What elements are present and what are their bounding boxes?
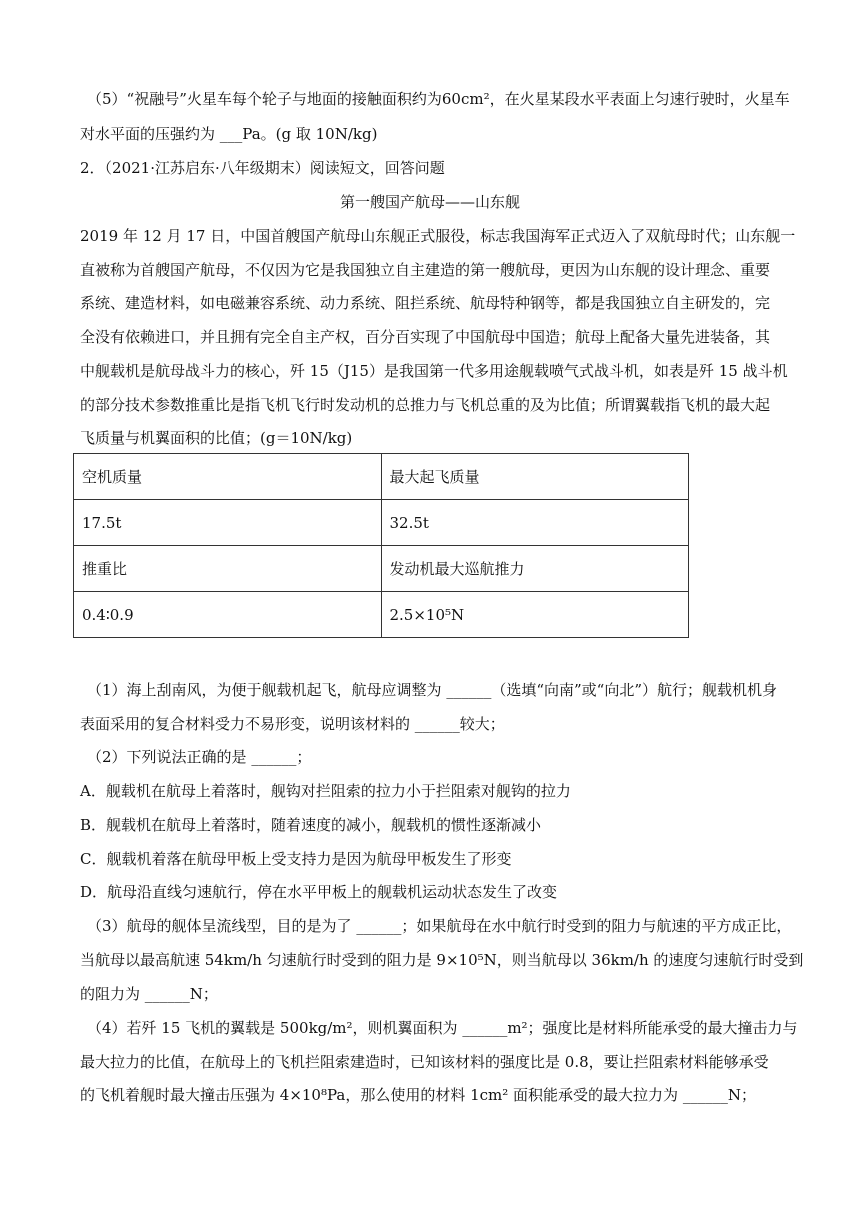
sub-question-2: （2）下列说法正确的是 ______； xyxy=(87,748,312,766)
paragraph-line: 中舰载机是航母战斗力的核心，歼 15（J15）是我国第一代多用途舰载喷气式战斗机，如表是歼 15 战斗机 xyxy=(80,362,788,380)
table-cell: 32.5t xyxy=(381,500,689,546)
question-2-header: 2．（2021·江苏启东·八年级期末）阅读短文，回答问题 xyxy=(80,159,445,177)
paragraph-line: 2019 年 12 月 17 日，中国首艘国产航母山东舰正式服役，标志我国海军正式迈入了双航母时代；山东舰一 xyxy=(80,227,796,245)
sub4-line: 的飞机着舰时最大撞击压强为 4×10⁸Pa，那么使用的材料 1cm² 面积能承受的最大拉力为 ______N； xyxy=(80,1086,756,1104)
sub3-line: （3）航母的舰体呈流线型，目的是为了 ______；如果航母在水中航行时受到的阻力与航速的平方成正比， xyxy=(87,917,792,935)
paragraph-line: 的部分技术参数推重比是指飞机飞行时发动机的总推力与飞机总重的及为比值；所谓翼载指飞机的最大起 xyxy=(80,396,771,414)
table-cell: 17.5t xyxy=(74,500,382,546)
option-d: D．航母沿直线匀速航行，停在水平甲板上的舰载机运动状态发生了改变 xyxy=(80,883,558,901)
article-title: 第一艘国产航母——山东舰 xyxy=(339,193,520,211)
paragraph-line: 直被称为首艘国产航母，不仅因为它是我国独立自主建造的第一艘航母，更因为山东舰的设计理念、重要 xyxy=(80,261,771,279)
table-row xyxy=(74,454,689,500)
table-cell: 2.5×10⁵N xyxy=(381,592,689,638)
table-cell: 发动机最大巡航推力 xyxy=(381,546,689,592)
table-row xyxy=(74,592,689,638)
table-row xyxy=(74,546,689,592)
sub3-line: 当航母以最高航速 54km/h 匀速航行时受到的阻力是 9×10⁵N，则当航母以 36km/h 的速度匀速航行时受到 xyxy=(80,951,804,969)
sub4-line: 最大拉力的比值，在航母上的飞机拦阻索建造时，已知该材料的强度比是 0.8，要让拦阻索材料能够承受 xyxy=(80,1053,769,1071)
q5-line-1: （5）“祝融号”火星车每个轮子与地面的接触面积约为60cm²，在火星某段水平表面上匀速行驶时，火星车 xyxy=(87,90,790,108)
table-cell: 最大起飞质量 xyxy=(381,454,689,500)
table-row xyxy=(74,500,689,546)
table-cell: 推重比 xyxy=(74,546,382,592)
sub1-line: （1）海上刮南风，为便于舰载机起飞，航母应调整为 ______（选填“向南”或“向北”）航行；舰载机机身 xyxy=(87,681,777,699)
q5-line-2: 对水平面的压强约为 ___Pa。(g 取 10N/kg) xyxy=(80,125,378,143)
paragraph-line: 系统、建造材料，如电磁兼容系统、动力系统、阻拦系统、航母特种钢等，都是我国独立自主研发的，完 xyxy=(80,294,771,312)
paragraph-line: 飞质量与机翼面积的比值；(g＝10N/kg) xyxy=(80,429,353,447)
sub1-line: 表面采用的复合材料受力不易形变，说明该材料的 ______较大； xyxy=(80,715,505,733)
option-a: A．舰载机在航母上着落时，舰钩对拦阻索的拉力小于拦阻索对舰钩的拉力 xyxy=(80,782,571,800)
sub3-line: 的阻力为 ______N； xyxy=(80,985,218,1003)
table-cell: 0.4∶0.9 xyxy=(74,592,382,638)
option-b: B．舰载机在航母上着落时，随着速度的减小，舰载机的惯性逐渐减小 xyxy=(80,816,542,834)
j15-spec-table xyxy=(73,453,689,638)
sub4-line: （4）若歼 15 飞机的翼载是 500kg/m²，则机翼面积为 ______m²；强度比是材料所能承受的最大撞击力与 xyxy=(87,1019,798,1037)
option-c: C．舰载机着落在航母甲板上受支持力是因为航母甲板发生了形变 xyxy=(80,850,512,868)
paragraph-line: 全没有依赖进口，并且拥有完全自主产权，百分百实现了中国航母中国造；航母上配备大量先进装备，其 xyxy=(80,328,771,346)
table-cell: 空机质量 xyxy=(74,454,382,500)
